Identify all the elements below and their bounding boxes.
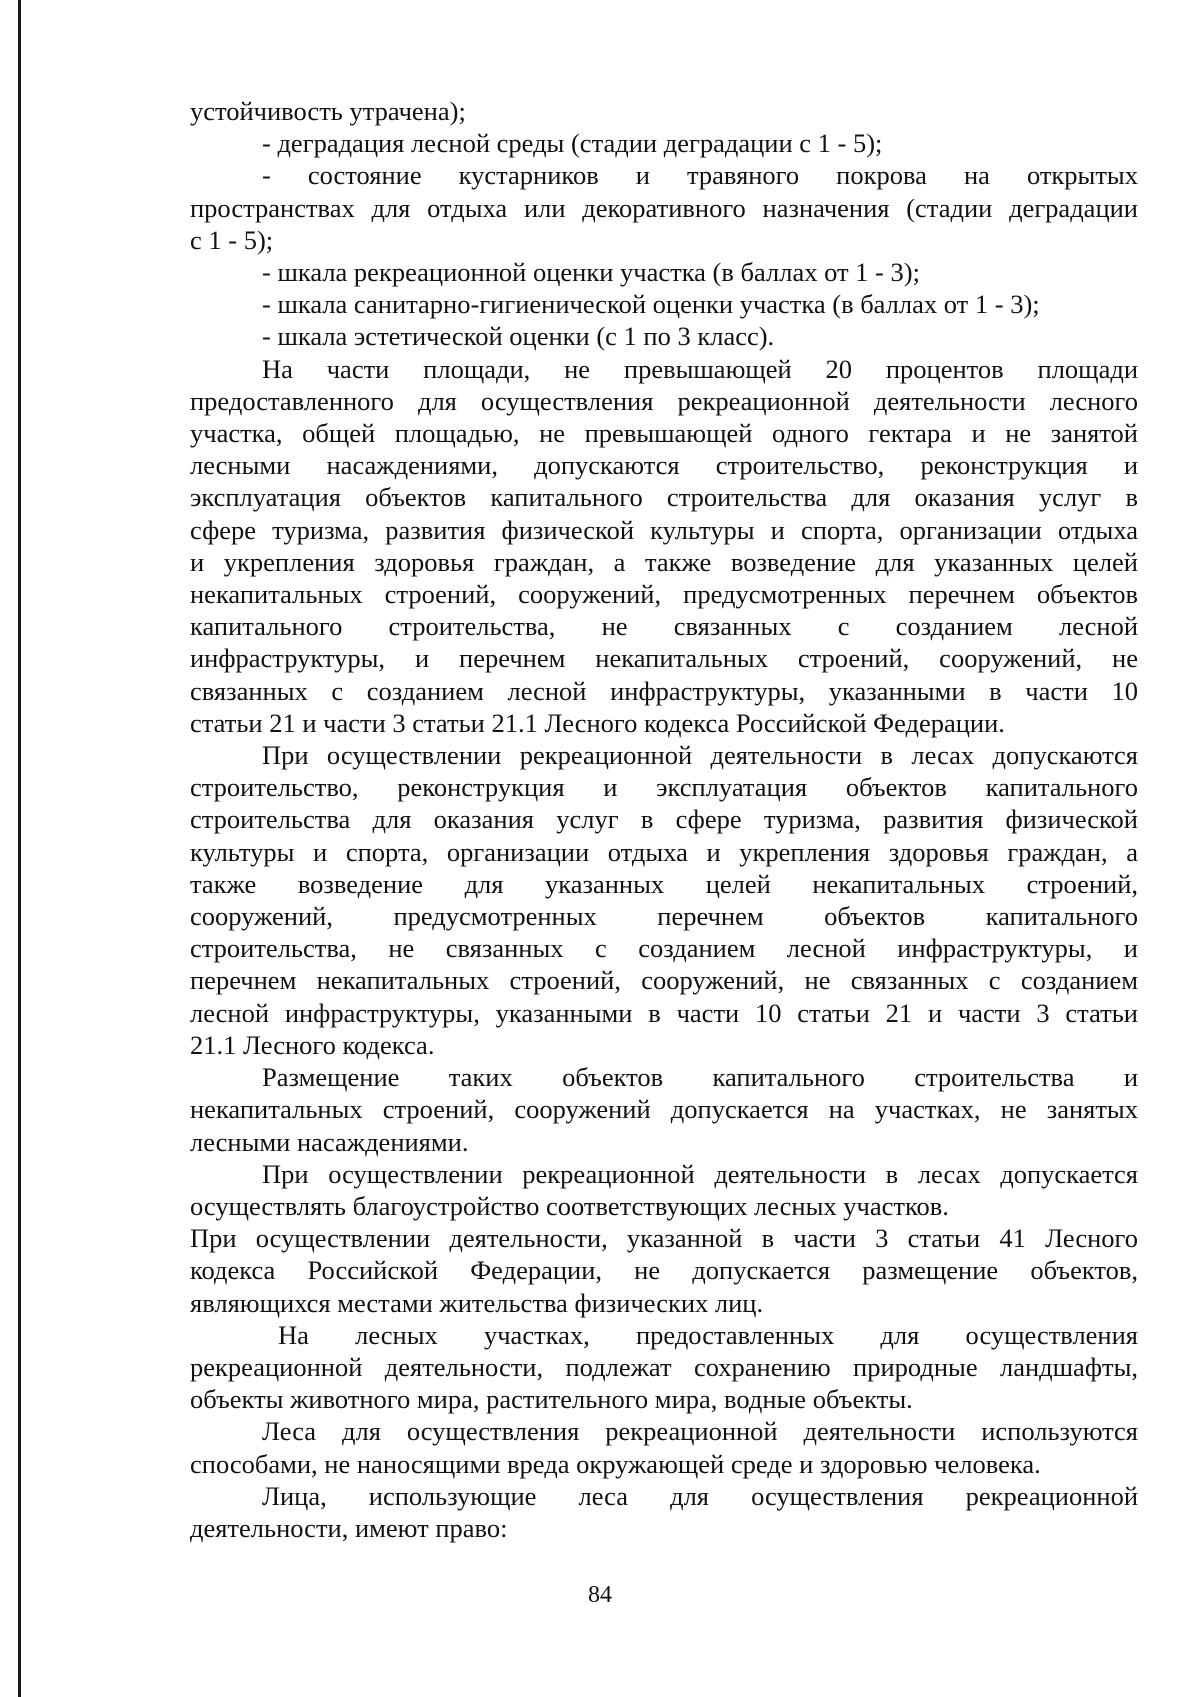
- text-line: деятельности, имеют право:: [190, 1512, 508, 1543]
- text-line: инфраструктуры, и перечнем некапитальных строений, сооружений, не: [190, 643, 1138, 674]
- text-line: Лица, использующие леса для осуществления рекреационной: [262, 1480, 1138, 1511]
- text-line: 21.1 Лесного кодекса.: [190, 1029, 435, 1060]
- text-line: лесными насаждениями.: [190, 1126, 469, 1157]
- text-line: лесными насаждениями, допускаются строительство, реконструкция и: [190, 450, 1138, 481]
- text-line: - состояние кустарников и травяного покрова на открытых: [262, 160, 1138, 191]
- text-line: кодекса Российской Федерации, не допускается размещение объектов,: [190, 1255, 1138, 1286]
- text-line: способами, не наносящими вреда окружающей среде и здоровью человека.: [190, 1448, 1041, 1479]
- text-line: устойчивость утрачена);: [190, 96, 466, 126]
- page-number: 84: [588, 1582, 612, 1608]
- text-line: При осуществлении деятельности, указанной в части 3 статьи 41 Лесного: [190, 1223, 1138, 1254]
- text-line: - шкала рекреационной оценки участка (в баллах от 1 - 3);: [262, 257, 920, 288]
- text-line: с 1 - 5);: [190, 224, 274, 255]
- text-line: пространствах для отдыха или декоративного назначения (стадии деградации: [190, 192, 1138, 223]
- text-line: сфере туризма, развития физической культуры и спорта, организации отдыха: [190, 514, 1138, 545]
- text-line: и укрепления здоровья граждан, а также возведение для указанных целей: [190, 546, 1138, 577]
- text-line: На части площади, не превышающей 20 процентов площади: [262, 353, 1138, 384]
- text-line: культуры и спорта, организации отдыха и укрепления здоровья граждан, а: [190, 836, 1138, 867]
- text-line: - деградация лесной среды (стадии деградации с 1 - 5);: [262, 128, 883, 159]
- text-line: перечнем некапитальных строений, сооружений, не связанных с созданием: [190, 965, 1138, 996]
- text-line: Леса для осуществления рекреационной деятельности используются: [262, 1416, 1138, 1447]
- text-line: сооружений, предусмотренных перечнем объектов капитального: [190, 901, 1138, 932]
- text-line: При осуществлении рекреационной деятельности в лесах допускается: [262, 1158, 1138, 1189]
- text-line: лесной инфраструктуры, указанными в части 10 статьи 21 и части 3 статьи: [190, 997, 1138, 1028]
- text-line: предоставленного для осуществления рекреационной деятельности лесного: [190, 385, 1138, 416]
- scan-edge-line: [18, 0, 21, 1697]
- text-line: некапитальных строений, сооружений допускается на участках, не занятых: [190, 1094, 1138, 1125]
- text-line: При осуществлении рекреационной деятельности в лесах допускаются: [262, 740, 1138, 771]
- text-line: строительства для оказания услуг в сфере туризма, развития физической: [190, 804, 1138, 835]
- text-line: строительство, реконструкция и эксплуатация объектов капитального: [190, 772, 1138, 803]
- text-line: статьи 21 и части 3 статьи 21.1 Лесного кодекса Российской Федерации.: [190, 707, 1005, 738]
- text-line: участка, общей площадью, не превышающей одного гектара и не занятой: [190, 418, 1138, 449]
- text-line: - шкала санитарно-гигиенической оценки участка (в баллах от 1 - 3);: [262, 289, 1040, 320]
- text-line: рекреационной деятельности, подлежат сохранению природные ландшафты,: [190, 1351, 1138, 1382]
- text-line: капитального строительства, не связанных с созданием лесной: [190, 611, 1138, 642]
- text-line: осуществлять благоустройство соответствующих лесных участков.: [190, 1190, 949, 1221]
- text-line: - шкала эстетической оценки (с 1 по 3 класс).: [262, 321, 775, 352]
- text-line: строительства, не связанных с созданием лесной инфраструктуры, и: [190, 933, 1138, 964]
- text-line: объекты животного мира, растительного мира, водные объекты.: [190, 1384, 913, 1415]
- text-line: эксплуатация объектов капитального строительства для оказания услуг в: [190, 482, 1138, 513]
- text-line: некапитальных строений, сооружений, предусмотренных перечнем объектов: [190, 579, 1138, 610]
- text-line: Размещение таких объектов капитального строительства и: [262, 1062, 1138, 1093]
- text-line: также возведение для указанных целей некапитальных строений,: [190, 868, 1138, 899]
- text-line: являющихся местами жительства физических лиц.: [190, 1287, 764, 1318]
- text-line: связанных с созданием лесной инфраструктуры, указанными в части 10: [190, 675, 1138, 706]
- text-line: На лесных участках, предоставленных для осуществления: [278, 1319, 1138, 1350]
- document-page: [190, 95, 1138, 1544]
